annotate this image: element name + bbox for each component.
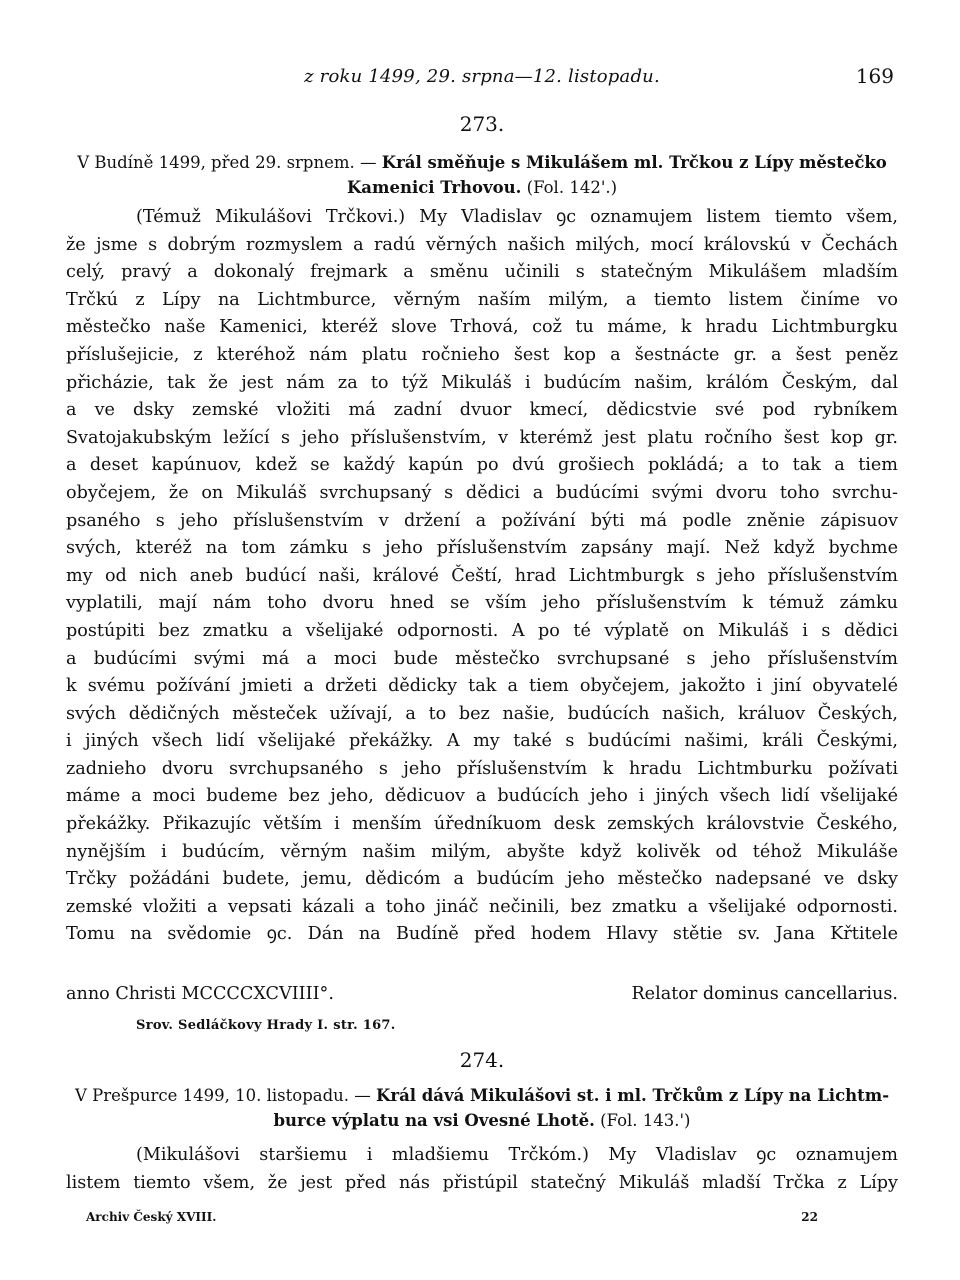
regest-273-place-date: V Budíně 1499, před 29. srpnem. — <box>77 153 382 172</box>
text-line: (Témuž Mikulášovi Trčkovi.) My Vladislav ꝯc oznamujem listem tiemto všem, <box>136 207 898 227</box>
dating-formula: anno Christi MCCCCXCVIIII°. <box>66 984 334 1004</box>
running-title: z roku 1499, 29. srpna—12. listopadu. <box>304 66 660 87</box>
text-line: zemské vložiti a vepsati kázali a toho jináč nečinili, bez zmatku a všelijaké odpornosti. <box>66 896 898 917</box>
text-line: přicházie, tak že jest nám za to týž Mikuláš i budúcím našim, králóm Českým, dal <box>66 372 898 393</box>
text-line: svých, kteréž na tom zámku s jeho příslušenstvím zapsány mají. Než když bychme <box>66 538 898 559</box>
text-line: nynějším i budúcím, věrným našim milým, abyšte když kolivěk od téhož Mikuláše <box>66 841 898 862</box>
regest-273-summary-1: Král směňuje s Mikulášem ml. Trčkou z Lípy městečko <box>381 153 887 172</box>
text-line: Svatojakubským ležící s jeho příslušenstvím, v kterémž jest platu ročního šest kop gr. <box>66 427 898 448</box>
regest-274-summary-2: burce výplatu na vsi Ovesné Lhotě. <box>273 1111 595 1130</box>
text-line: překážky. Přikazujíc větším i menším úředníkuom desk zemských královstvie Českého, <box>66 814 898 835</box>
text-line: městečko naše Kamenici, kteréž slove Trhová, což tu máme, k hradu Lichtmburgku <box>66 317 898 338</box>
text-line: zadnieho dvoru svrchupsaného s jeho příslušenstvím k hradu Lichtmburku požívati <box>66 758 898 779</box>
body-text-274 <box>66 1142 898 1197</box>
text-line: Tomu na svědomie ꝯc. Dán na Budíně před hodem Hlavy stětie sv. Jana Křtitele <box>66 924 898 945</box>
running-head <box>66 62 898 92</box>
page-number: 169 <box>855 64 894 88</box>
regest-274-folio: (Fol. 143.') <box>594 1111 691 1130</box>
page <box>66 0 898 1280</box>
text-line: a ve dsky zemské vložiti má zadní dvuor kmecí, dědicstvie své pod rybníkem <box>66 400 898 421</box>
reference-note-273: Srov. Sedláčkovy Hrady I. str. 167. <box>136 1018 396 1033</box>
text-line: máme a moci budeme bez jeho, dědicuov a budúcích jeho i jiných všech lidí všelijaké <box>66 786 898 807</box>
text-line: a deset kapúnuov, kdež se každý kapún po dvú grošiech pokládá; a to tak a tiem <box>66 455 898 476</box>
regest-274-summary-1: Král dává Mikulášovi st. i ml. Trčkům z Lípy na Lichtm- <box>376 1086 890 1105</box>
text-line: celý, pravý a dokonalý frejmark a směnu učinili s statečným Mikulášem mladším <box>66 262 898 283</box>
text-line: k svému požívání jmieti a držeti dědicky tak a tiem obyčejem, jakožto i jiní obyvatelé <box>66 676 898 697</box>
text-line: Trčkú z Lípy na Lichtmburce, věrným naším milým, a tiemto listem činíme vo <box>66 289 898 310</box>
regest-273-line-2 <box>66 175 898 200</box>
text-line: že jsme s dobrým rozmyslem a radú věrných našich milých, mocí královskú v Čechách <box>66 234 898 255</box>
document-number-273: 273. <box>459 112 505 136</box>
page-footer <box>86 1210 878 1230</box>
regest-274-line-2 <box>66 1108 898 1133</box>
text-line: svých dědičných městeček užívají, a to bez našie, budúcích našich, králuov Českých, <box>66 703 898 724</box>
document-number-274: 274. <box>459 1048 505 1072</box>
regest-273 <box>66 150 898 200</box>
regest-274-place-date: V Prešpurce 1499, 10. listopadu. — <box>74 1086 377 1105</box>
text-line: listem tiemto všem, že jest před nás přistúpil statečný Mikuláš mladší Trčka z Lípy <box>66 1172 898 1193</box>
regest-274 <box>66 1083 898 1133</box>
text-line: my od nich aneb budúcí naši, králové Čeští, hrad Lichtmburgk s jeho příslušenstvím <box>66 565 898 586</box>
relator-note: Relator dominus cancellarius. <box>631 984 898 1004</box>
text-line: Trčky požádáni budete, jemu, dědicóm a budúcím jeho městečko nadepsané ve dsky <box>66 869 898 890</box>
text-line: (Mikulášovi staršiemu i mladšiemu Trčkóm.) My Vladislav ꝯc oznamujem <box>136 1145 898 1165</box>
text-line: i jiných všech lidí všelijaké překážky. A my také s budúcími našimi, králi Českými, <box>66 731 898 752</box>
regest-273-folio: (Fol. 142'.) <box>521 178 618 197</box>
regest-273-line-1 <box>66 150 898 175</box>
text-line: obyčejem, že on Mikuláš svrchupsaný s dědici a budúcími svými dvoru toho svrchu- <box>66 482 898 503</box>
text-line: postúpiti bez zmatku a všelijaké odpornosti. A po té výplatě on Mikuláš i s dědici <box>66 620 898 641</box>
sheet-number: 22 <box>801 1210 818 1224</box>
text-line: a budúcími svými má a moci bude městečko svrchupsané s jeho příslušenstvím <box>66 648 898 669</box>
text-line: příslušejicie, z kteréhož nám platu ročnieho šest kop a šestnácte gr. a šest peněz <box>66 344 898 365</box>
text-line: psaného s jeho příslušenstvím v držení a požívání býti má podle zněnie zápisuov <box>66 510 898 531</box>
regest-274-line-1 <box>66 1083 898 1108</box>
text-line: vyplatili, mají nám toho dvoru hned se vším jeho příslušenstvím k témuž zámku <box>66 593 898 614</box>
sheet-signature: Archiv Český XVIII. <box>86 1210 217 1224</box>
regest-273-summary-2: Kamenici Trhovou. <box>346 178 522 197</box>
body-text-273 <box>66 204 898 949</box>
closing-line-273 <box>66 984 898 1012</box>
